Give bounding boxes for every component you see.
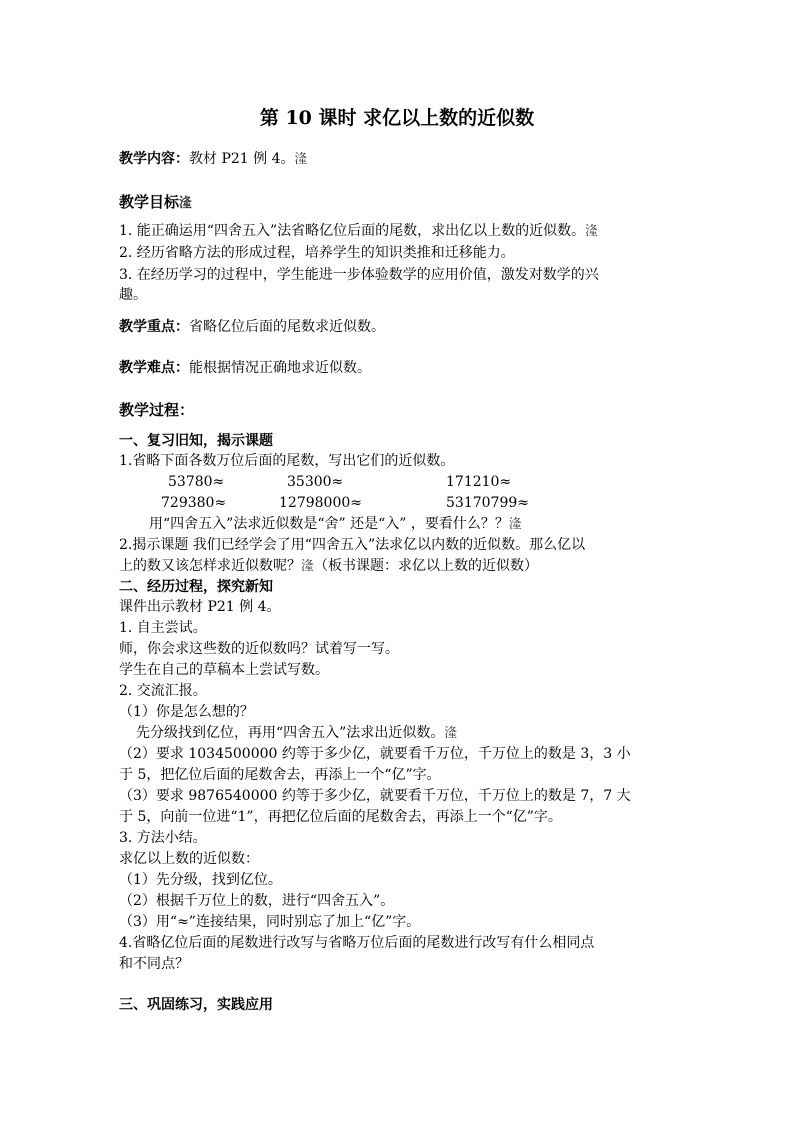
section-2-line-text: 先分级找到亿位，再用“四舍五入”法求出近似数。 — [136, 725, 445, 741]
page-title: 第 10 课时 求亿以上数的近似数 — [259, 107, 535, 129]
section-2-line: （1）你是怎么想的？ — [119, 704, 254, 720]
section-2-line: （3）用“≈”连接结果，同时别忘了加上“亿”字。 — [119, 914, 421, 930]
section-2-line: （1）先分级，找到亿位。 — [119, 872, 282, 888]
goal-item-2: 2. 经历省略方法的形成过程，培养学生的知识类推和迁移能力。 — [119, 245, 515, 261]
difficulty-label: 教学难点： — [119, 360, 189, 376]
watermark-glyph: 湰 — [179, 196, 193, 211]
watermark-glyph: 湰 — [508, 517, 522, 532]
content-text: 教材 P21 例 4。 — [189, 151, 295, 167]
section-2-line: 于 5，向前一位进“1”，再把亿位后面的尾数舍去，再添上一个“亿”字。 — [119, 809, 562, 825]
keypoint-line — [119, 318, 385, 336]
watermark-glyph: 湰 — [444, 726, 458, 741]
section-2-line: 3. 方法小结。 — [119, 830, 207, 846]
number-item: 12798000≈ — [279, 495, 362, 511]
number-item: 53170799≈ — [446, 495, 529, 511]
section-2-line: 2. 交流汇报。 — [119, 683, 207, 699]
section-2-line: 于 5，把亿位后面的尾数舍去，再添上一个“亿”字。 — [119, 767, 441, 783]
section-2-heading: 二、经历过程，探究新知 — [119, 579, 273, 595]
goal-item-1 — [119, 222, 598, 241]
section-2-line — [136, 724, 457, 743]
section-2-line: 1. 自主尝试。 — [119, 620, 207, 636]
review-question-2-text: 用“四舍五入”法求近似数是“舍” 还是“入” ，要看什么？？ — [149, 516, 509, 532]
section-2-line: 求亿以上数的近似数： — [119, 851, 259, 867]
goals-heading — [119, 193, 192, 213]
number-item: 729380≈ — [161, 495, 227, 511]
keypoint-text: 省略亿位后面的尾数求近似数。 — [189, 319, 385, 335]
section-1-heading: 一、复习旧知，揭示课题 — [119, 433, 273, 449]
watermark-glyph: 湰 — [294, 152, 308, 167]
topic-reveal-line-1: 2.揭示课题 我们已经学会了用“四舍五入”法求亿以内数的近似数。那么亿以 — [119, 537, 586, 553]
difficulty-line — [119, 359, 371, 377]
section-2-line: 课件出示教材 P21 例 4。 — [119, 599, 281, 615]
watermark-glyph: 湰 — [585, 224, 599, 239]
keypoint-label: 教学重点： — [119, 319, 189, 335]
number-item: 53780≈ — [168, 474, 225, 490]
section-2-line: 师，你会求这些数的近似数吗？试着写一写。 — [119, 641, 399, 657]
section-2-line: （2）根据千万位上的数，进行“四舍五入”。 — [119, 893, 395, 909]
goal-item-3: 3. 在经历学习的过程中，学生能进一步体验数学的应用价值，激发对数学的兴 — [119, 267, 599, 283]
goals-heading-text: 教学目标 — [119, 193, 180, 211]
content-label: 教学内容： — [119, 151, 189, 167]
watermark-glyph: 湰 — [301, 559, 315, 574]
section-3-heading: 三、巩固练习，实践应用 — [119, 997, 273, 1013]
topic-reveal-line-2-text: 上的数又该怎样求近似数呢？ — [119, 558, 301, 574]
section-2-line: 4.省略亿位后面的尾数进行改写与省略万位后面的尾数进行改写有什么相同点 — [119, 935, 595, 951]
process-heading: 教学过程： — [119, 401, 195, 419]
section-2-line: 学生在自己的草稿本上尝试写数。 — [119, 662, 329, 678]
content-line — [119, 150, 308, 169]
section-2-line: （2）要求 1034500000 约等于多少亿，就要看千万位，千万位上的数是 3，3 小 — [119, 746, 631, 762]
review-question-1: 1.省略下面各数万位后面的尾数，写出它们的近似数。 — [119, 453, 455, 469]
board-title-note: （板书课题：求亿以上数的近似数） — [314, 558, 539, 574]
topic-reveal-line-2 — [119, 557, 538, 576]
difficulty-text: 能根据情况正确地求近似数。 — [189, 360, 371, 376]
goal-item-3-cont: 趣。 — [119, 287, 147, 303]
review-question-2 — [149, 515, 522, 534]
section-2-line: 和不同点？ — [119, 956, 189, 972]
number-item: 171210≈ — [446, 474, 512, 490]
goal-item-1-text: 1. 能正确运用“四舍五入”法省略亿位后面的尾数，求出亿以上数的近似数。 — [119, 223, 586, 239]
number-item: 35300≈ — [287, 474, 344, 490]
section-2-line: （3）要求 9876540000 约等于多少亿，就要看千万位，千万位上的数是 7，7 大 — [119, 788, 631, 804]
